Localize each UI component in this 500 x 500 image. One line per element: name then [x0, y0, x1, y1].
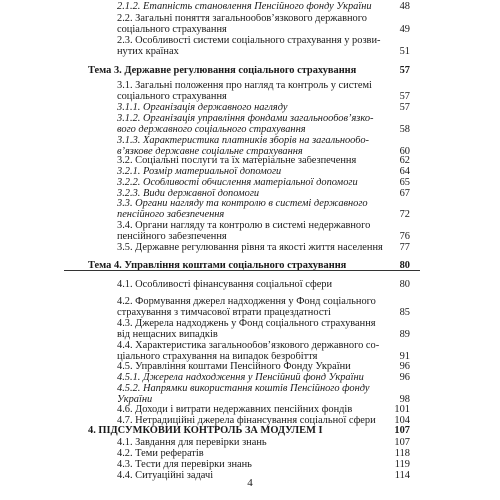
toc-entry [117, 280, 410, 291]
toc-page-number: 104 [394, 415, 410, 426]
toc-page-number: 89 [399, 329, 410, 340]
toc-entry [117, 36, 410, 58]
toc-entry [117, 178, 410, 189]
toc-entry [117, 2, 410, 13]
toc-entry [117, 136, 410, 158]
toc-entry [117, 221, 410, 243]
toc-entry-line: нутих країнах [117, 47, 179, 57]
toc-entry-line: соціального страхування [117, 92, 227, 102]
toc-page-number: 60 [399, 146, 410, 157]
toc-entry [117, 167, 410, 178]
toc-entry [117, 156, 410, 167]
toc-entry [117, 384, 410, 406]
toc-page-number: 51 [399, 46, 410, 57]
toc-page-number: 57 [399, 91, 410, 102]
toc-entry-line: 4.4. Ситуаційні задачі [117, 471, 214, 481]
toc-entry [117, 199, 410, 221]
toc-page-number: 114 [394, 470, 410, 481]
toc-entry [117, 460, 410, 471]
toc-entry-line: страхування з тимчасової втрати працездатності [117, 308, 331, 318]
toc-page-number: 64 [399, 166, 410, 177]
toc-page-number: 57 [399, 65, 410, 76]
toc-entry-line: пенсійного забезпечення [117, 232, 227, 242]
toc-page-number: 77 [399, 242, 410, 253]
toc-page-number: 57 [399, 102, 410, 113]
toc-entry [117, 362, 410, 373]
toc-entry-line: 4.5.1. Джерела надходження у Пенсійний фонд України [117, 373, 364, 383]
toc-entry-line: 4.6. Доходи і витрати недержавних пенсійних фондів [117, 405, 353, 415]
toc-page-number: 101 [394, 404, 410, 415]
toc-entry-line: 3.1. Загальні положення про нагляд та контроль у системі [117, 81, 372, 91]
toc-page-number: 85 [399, 307, 410, 318]
toc-entry-line: 3.2. Соціальні послуги та їх матеріальне забезпечення [117, 156, 357, 166]
toc-entry [117, 341, 410, 363]
toc-entry-line: 4.1. Особливості фінансування соціальної сфери [117, 280, 333, 290]
toc-page-number: 118 [394, 448, 410, 459]
toc-entry-line: 2.2. Загальні поняття загальнообов’язкового державного [117, 14, 367, 24]
toc-entry-line: 3.4. Органи нагляду та контролю в системі недержавного [117, 221, 371, 231]
toc-entry [88, 426, 410, 437]
toc-page-number: 98 [399, 394, 410, 405]
toc-entry-line: 3.1.3. Характеристика платників зборів на загальнообо- [117, 136, 369, 146]
toc-entry [117, 14, 410, 36]
page-number: 4 [247, 477, 253, 489]
toc-page-number: 62 [399, 155, 410, 166]
toc-page-number: 96 [399, 361, 410, 372]
toc-page-number: 96 [399, 372, 410, 383]
toc-page-number: 80 [399, 279, 410, 290]
toc-entry-line: соціального страхування [117, 25, 227, 35]
toc-entry [117, 243, 410, 254]
toc-entry-line: Тема 3. Державне регулювання соціального страхування [88, 66, 357, 76]
toc-entry-line: 4. ПІДСУМКОВИЙ КОНТРОЛЬ ЗА МОДУЛЕМ І [88, 426, 323, 436]
toc-entry-line: 4.5.2. Напрямки використання коштів Пенсійного фонду [117, 384, 370, 394]
toc-page-number: 67 [399, 188, 410, 199]
toc-entry-line: 2.3. Особливості системи соціального страхування у розви- [117, 36, 381, 46]
toc-entry-line: пенсійного забезпечення [117, 210, 225, 220]
toc-entry-line: від нещасних випадків [117, 330, 218, 340]
toc-entry-line: 3.2.2. Особливості обчислення матеріальної допомоги [117, 178, 358, 188]
toc-page-number: 76 [399, 231, 410, 242]
toc-entry [117, 81, 410, 103]
toc-entry [117, 438, 410, 449]
toc-entry-line: 3.2.3. Види державної допомоги [117, 189, 260, 199]
toc-entry [88, 66, 410, 77]
toc-page-number: 107 [394, 425, 410, 436]
toc-entry-line: України [117, 395, 153, 405]
toc-entry [117, 449, 410, 460]
toc-page-number: 48 [399, 1, 410, 12]
toc-entry [117, 405, 410, 416]
toc-page-number: 80 [399, 260, 410, 271]
toc-entry [117, 297, 410, 319]
toc-entry-line: 3.5. Державне регулювання рівня та якості життя населення [117, 243, 383, 253]
toc-entry-line: 3.1.1. Організація державного нагляду [117, 103, 288, 113]
toc-page-number: 65 [399, 177, 410, 188]
toc-entry [117, 373, 410, 384]
toc-entry-line: ціального страхування на випадок безробіття [117, 352, 318, 362]
toc-entry-line: в’язкове державне соціальне страхування [117, 147, 303, 157]
toc-entry-line: вого державного соціального страхування [117, 125, 306, 135]
toc-entry [117, 103, 410, 114]
toc-entry-line: 4.2. Теми рефератів [117, 449, 204, 459]
toc-entry-line: 4.2. Формування джерел надходження у Фонд соціального [117, 297, 376, 307]
toc-entry-line: 3.2.1. Розмір материальної допомоги [117, 167, 282, 177]
toc-entry [117, 114, 410, 136]
toc-entry-line: 3.1.2. Організація управління фондами загальнообов’язко- [117, 114, 374, 124]
toc-entry-line: 4.4. Характеристика загальнообов’язкового державного со- [117, 341, 380, 351]
toc-entry-line: 2.1.2. Етапність становлення Пенсійного фонду України [117, 2, 372, 12]
section-rule [64, 270, 420, 271]
toc-entry-line: 4.3. Джерела надходжень у Фонд соціального страхування [117, 319, 376, 329]
toc-page-number: 72 [399, 209, 410, 220]
toc-entry-line: 4.3. Тести для перевірки знань [117, 460, 252, 470]
toc-entry-line: 4.7. Нетрадиційні джерела фінансування соціальної сфери [117, 416, 376, 426]
toc-entry-line: Тема 4. Управління коштами соціального страхування [88, 261, 347, 271]
toc-entry-line: 3.3. Органи нагляду та контролю в системі державного [117, 199, 368, 209]
toc-page-number: 49 [399, 24, 410, 35]
toc-page-number: 119 [394, 459, 410, 470]
toc-entry-line: 4.1. Завдання для перевірки знань [117, 438, 267, 448]
toc-page-number: 58 [399, 124, 410, 135]
toc-page-number: 107 [394, 437, 410, 448]
toc-page-number: 91 [399, 351, 410, 362]
toc-entry-line: 4.5. Управління коштами Пенсійного Фонду України [117, 362, 351, 372]
toc-entry [117, 319, 410, 341]
